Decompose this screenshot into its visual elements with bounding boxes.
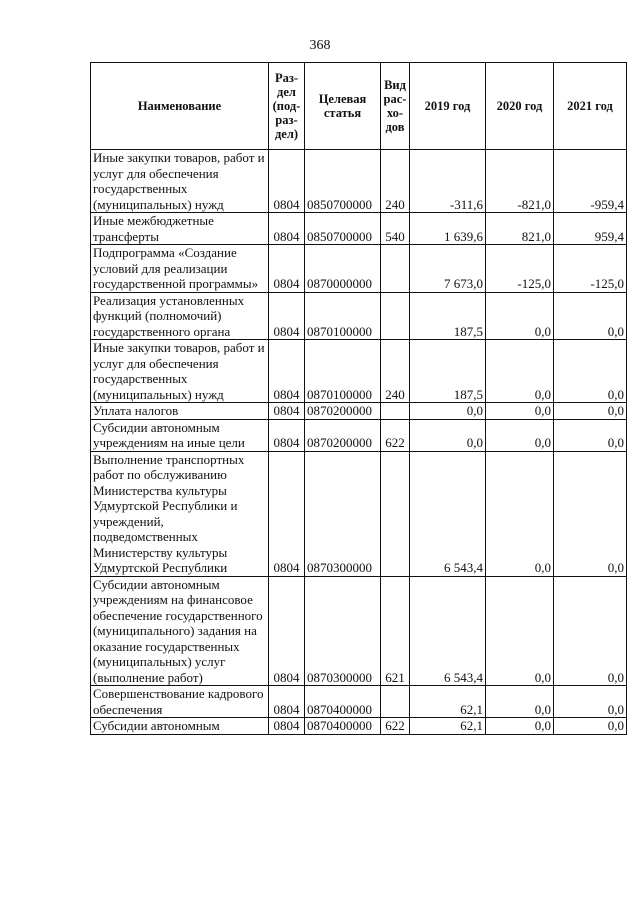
row-target: 0870300000 xyxy=(305,451,381,576)
row-value-2021: -125,0 xyxy=(554,245,627,293)
header-2019: 2019 год xyxy=(410,63,486,150)
row-value-2021: 0,0 xyxy=(554,576,627,686)
row-value-2021: 0,0 xyxy=(554,718,627,735)
row-value-2021: 0,0 xyxy=(554,340,627,403)
row-expense: 540 xyxy=(381,213,410,245)
row-name: Субсидии автономным xyxy=(91,718,269,735)
row-name: Субсидии автономным учреждениям на иные цели xyxy=(91,419,269,451)
row-value-2019: 0,0 xyxy=(410,419,486,451)
table-row xyxy=(91,576,627,686)
row-name: Выполнение транспортных работ по обслуживанию Министерства культуры Удмуртской Республики и учреждений, подведомственных Министерству культуры Удмуртской Республики xyxy=(91,451,269,576)
row-value-2020: 0,0 xyxy=(486,686,554,718)
table-row xyxy=(91,150,627,213)
row-value-2020: 0,0 xyxy=(486,576,554,686)
row-value-2020: 0,0 xyxy=(486,718,554,735)
row-target: 0870400000 xyxy=(305,686,381,718)
row-value-2019: 187,5 xyxy=(410,292,486,340)
row-name: Субсидии автономным учреждениям на финансовое обеспечение государственного (муниципального) задания на оказание государственных (муниципальных) услуг (выполнение работ) xyxy=(91,576,269,686)
row-name: Иные закупки товаров, работ и услуг для обеспечения государственных (муниципальных) нужд xyxy=(91,340,269,403)
table-row xyxy=(91,292,627,340)
row-value-2019: 1 639,6 xyxy=(410,213,486,245)
row-value-2020: 0,0 xyxy=(486,419,554,451)
row-value-2020: 0,0 xyxy=(486,451,554,576)
row-section: 0804 xyxy=(269,718,305,735)
page-number: 368 xyxy=(309,38,331,53)
row-expense: 622 xyxy=(381,718,410,735)
header-row xyxy=(91,63,627,150)
row-value-2021: 0,0 xyxy=(554,403,627,420)
row-expense xyxy=(381,403,410,420)
table-row xyxy=(91,718,627,735)
row-section: 0804 xyxy=(269,245,305,293)
row-name: Подпрограмма «Создание условий для реализации государственной программы» xyxy=(91,245,269,293)
row-section: 0804 xyxy=(269,403,305,420)
header-name: Наименование xyxy=(91,63,269,150)
row-target: 0870300000 xyxy=(305,576,381,686)
row-value-2020: 821,0 xyxy=(486,213,554,245)
row-value-2019: 62,1 xyxy=(410,718,486,735)
table-row xyxy=(91,245,627,293)
row-section: 0804 xyxy=(269,292,305,340)
row-value-2021: 0,0 xyxy=(554,419,627,451)
row-value-2021: 0,0 xyxy=(554,686,627,718)
table-row xyxy=(91,213,627,245)
row-value-2019: 62,1 xyxy=(410,686,486,718)
row-name: Совершенствование кадрового обеспечения xyxy=(91,686,269,718)
row-value-2019: 6 543,4 xyxy=(410,576,486,686)
table-row xyxy=(91,451,627,576)
row-section: 0804 xyxy=(269,451,305,576)
row-section: 0804 xyxy=(269,576,305,686)
table-row xyxy=(91,403,627,420)
row-value-2020: 0,0 xyxy=(486,292,554,340)
row-target: 0850700000 xyxy=(305,150,381,213)
row-value-2021: 959,4 xyxy=(554,213,627,245)
header-target: Целевая статья xyxy=(305,63,381,150)
table-row xyxy=(91,419,627,451)
header-expense: Вид рас- хо- дов xyxy=(381,63,410,150)
row-section: 0804 xyxy=(269,419,305,451)
row-value-2021: 0,0 xyxy=(554,451,627,576)
row-expense: 622 xyxy=(381,419,410,451)
row-value-2019: 0,0 xyxy=(410,403,486,420)
header-section: Раз- дел (под- раз- дел) xyxy=(269,63,305,150)
row-expense xyxy=(381,686,410,718)
row-target: 0870100000 xyxy=(305,292,381,340)
table-row xyxy=(91,686,627,718)
row-value-2019: 7 673,0 xyxy=(410,245,486,293)
row-expense: 240 xyxy=(381,150,410,213)
row-target: 0870200000 xyxy=(305,419,381,451)
row-target: 0870200000 xyxy=(305,403,381,420)
row-target: 0870100000 xyxy=(305,340,381,403)
row-expense xyxy=(381,451,410,576)
row-name: Уплата налогов xyxy=(91,403,269,420)
row-expense: 240 xyxy=(381,340,410,403)
row-target: 0870000000 xyxy=(305,245,381,293)
header-2021: 2021 год xyxy=(554,63,627,150)
row-expense xyxy=(381,292,410,340)
row-target: 0870400000 xyxy=(305,718,381,735)
row-section: 0804 xyxy=(269,686,305,718)
row-value-2021: 0,0 xyxy=(554,292,627,340)
row-expense xyxy=(381,245,410,293)
row-value-2020: -125,0 xyxy=(486,245,554,293)
budget-table xyxy=(90,62,627,735)
row-value-2019: 6 543,4 xyxy=(410,451,486,576)
row-value-2020: 0,0 xyxy=(486,403,554,420)
table-row xyxy=(91,340,627,403)
row-name: Иные закупки товаров, работ и услуг для обеспечения государственных (муниципальных) нужд xyxy=(91,150,269,213)
row-name: Реализация установленных функций (полномочий) государственного органа xyxy=(91,292,269,340)
row-section: 0804 xyxy=(269,340,305,403)
header-2020: 2020 год xyxy=(486,63,554,150)
row-value-2019: -311,6 xyxy=(410,150,486,213)
row-value-2021: -959,4 xyxy=(554,150,627,213)
row-section: 0804 xyxy=(269,213,305,245)
row-value-2020: 0,0 xyxy=(486,340,554,403)
row-target: 0850700000 xyxy=(305,213,381,245)
row-section: 0804 xyxy=(269,150,305,213)
row-expense: 621 xyxy=(381,576,410,686)
row-value-2019: 187,5 xyxy=(410,340,486,403)
row-value-2020: -821,0 xyxy=(486,150,554,213)
row-name: Иные межбюджетные трансферты xyxy=(91,213,269,245)
